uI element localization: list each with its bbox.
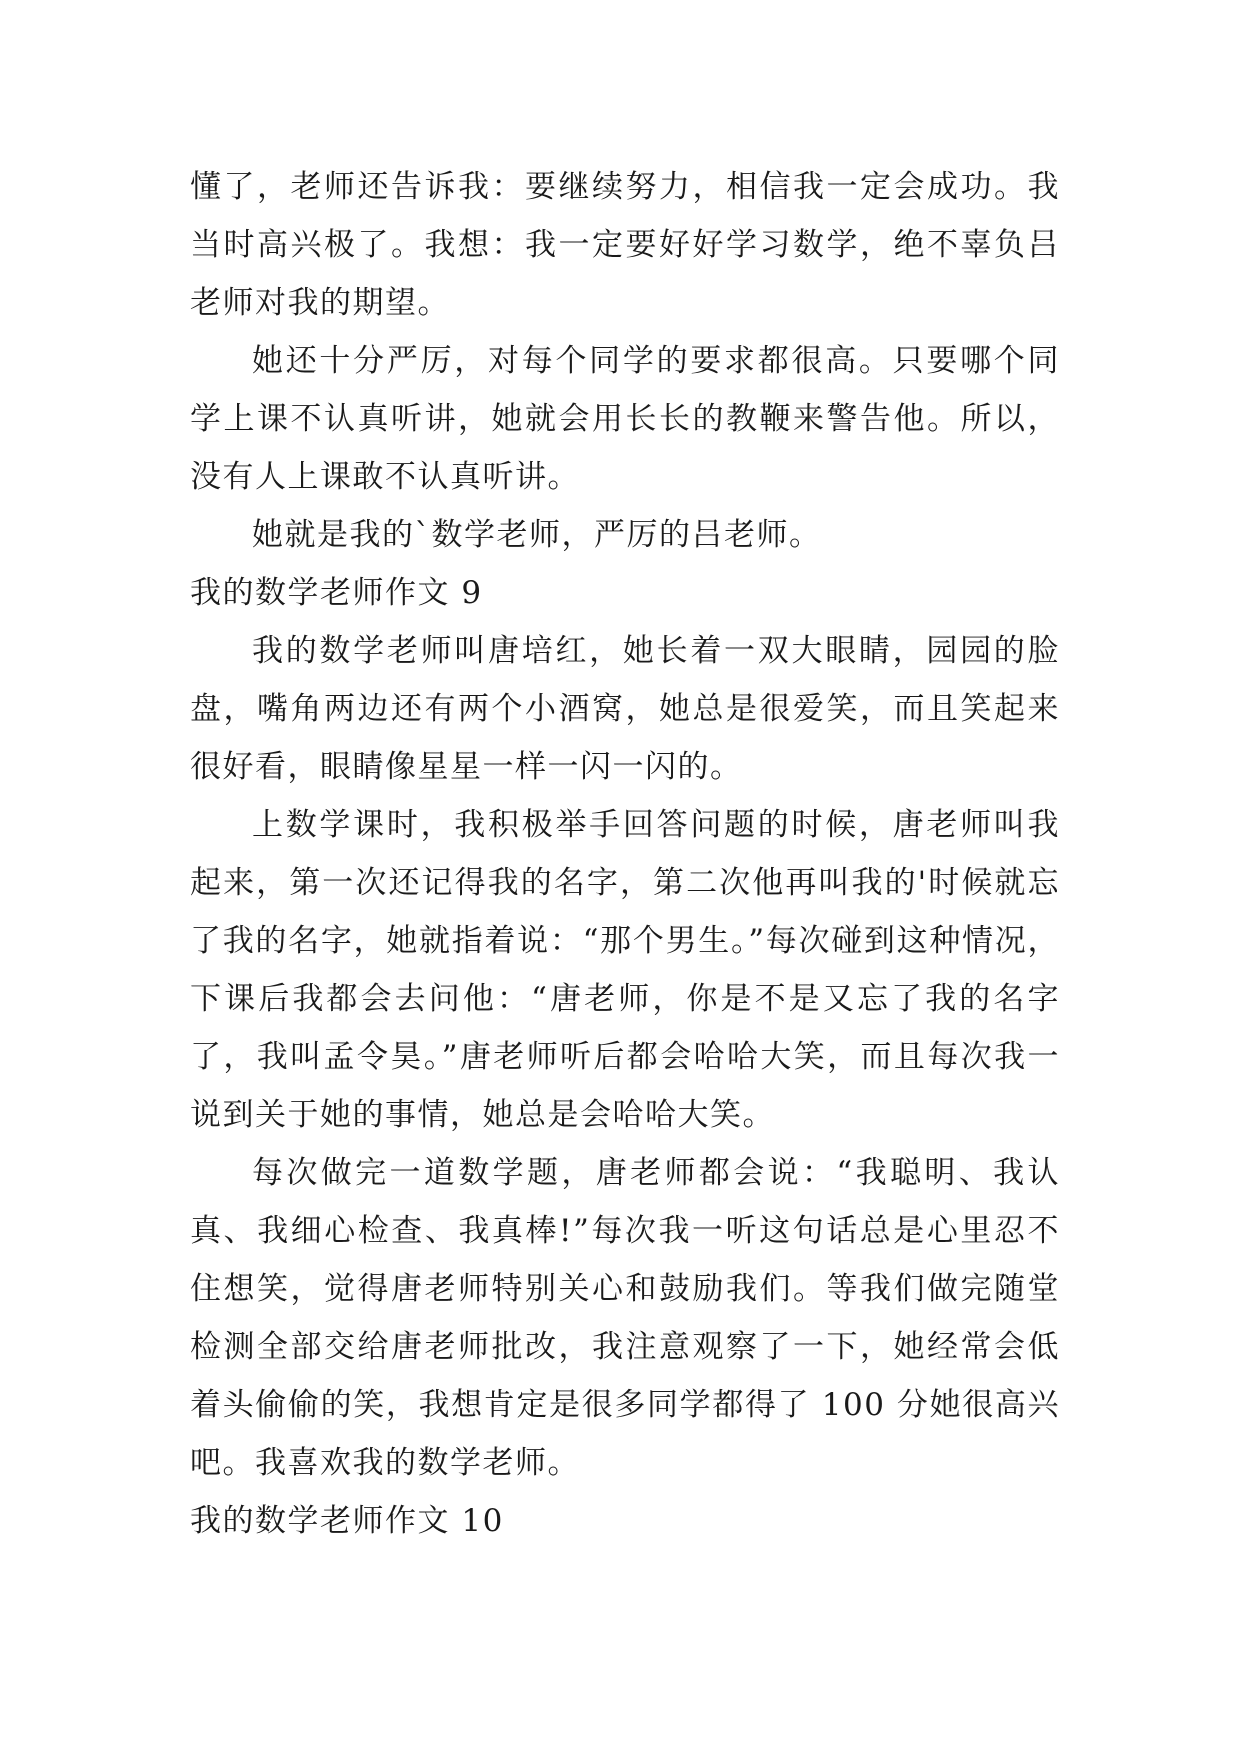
essay-10-title: 我的数学老师作文 10 bbox=[190, 1503, 504, 1539]
paragraph-strict-teacher: 她还十分严厉，对每个同学的要求都很高。只要哪个同学上课不认真听讲，她就会用长长的教鞭来警告他。所以，没有人上课敢不认真听讲。 bbox=[190, 343, 1060, 495]
paragraph-conclusion: 她就是我的`数学老师，严厉的吕老师。 bbox=[252, 517, 822, 553]
essay-9-paragraph-2: 上数学课时，我积极举手回答问题的时候，唐老师叫我起来，第一次还记得我的名字，第二次他再叫我的'时候就忘了我的名字，她就指着说：“那个男生。”每次碰到这种情况，下课后我都会去问他：“唐老师，你是不是又忘了我的名字了，我叫孟令昊。”唐老师听后都会哈哈大笑，而且每次我一说到关于她的事情，她总是会哈哈大笑。 bbox=[190, 807, 1060, 1133]
document-body bbox=[190, 158, 1060, 1550]
essay-9-title: 我的数学老师作文 9 bbox=[190, 575, 483, 611]
essay-9-paragraph-3: 每次做完一道数学题，唐老师都会说：“我聪明、我认真、我细心检查、我真棒!”每次我一听这句话总是心里忍不住想笑，觉得唐老师特别关心和鼓励我们。等我们做完随堂检测全部交给唐老师批改，我注意观察了一下，她经常会低着头偷偷的笑，我想肯定是很多同学都得了 100 分她很高兴吧。我喜欢我的数学老师。 bbox=[190, 1155, 1060, 1481]
paragraph-continuation: 懂了，老师还告诉我：要继续努力，相信我一定会成功。我当时高兴极了。我想：我一定要好好学习数学，绝不辜负吕老师对我的期望。 bbox=[190, 169, 1060, 321]
essay-9-paragraph-1: 我的数学老师叫唐培红，她长着一双大眼睛，园园的脸盘，嘴角两边还有两个小酒窝，她总是很爱笑，而且笑起来很好看，眼睛像星星一样一闪一闪的。 bbox=[190, 633, 1060, 785]
